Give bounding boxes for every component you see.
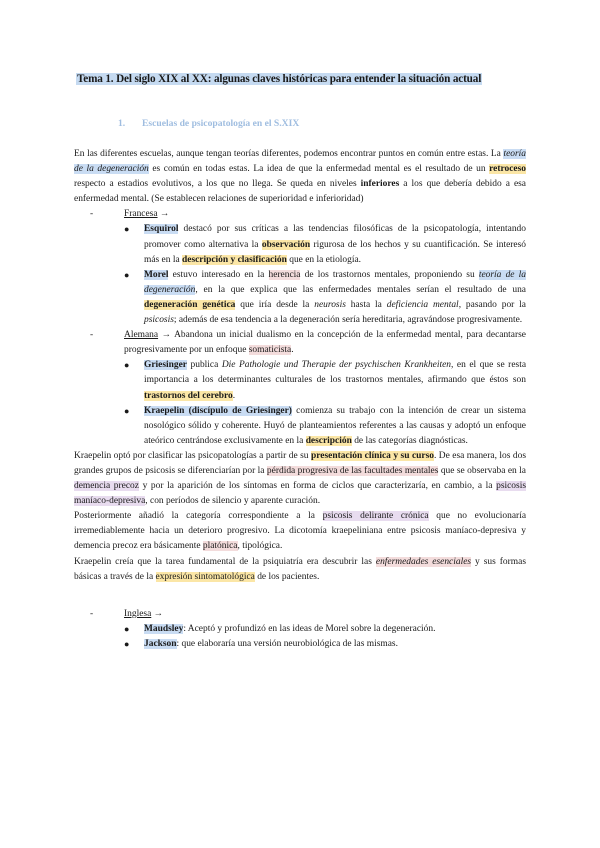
text-run: : que elaboraría una versión neurobiológica de las mismas. xyxy=(176,638,398,649)
highlight-blue: Griesinger xyxy=(144,360,187,371)
bullet-icon: ● xyxy=(124,623,130,634)
highlight-yellow: descripción xyxy=(305,435,352,446)
text-run: hasta la xyxy=(345,299,387,310)
highlight-pink: platónica xyxy=(202,541,238,552)
highlight-yellow: descripción y clasificación xyxy=(182,254,287,265)
section-heading xyxy=(118,118,299,129)
highlight-blue: teoría de la degeneración xyxy=(144,269,527,295)
text-run: : Aceptó y profundizó en las ideas de Morel sobre la degeneración. xyxy=(183,623,436,634)
spacer xyxy=(74,585,526,607)
text-run: de los trastornos mentales, proponiendo su xyxy=(300,269,479,280)
text-run: Kraepelin creía que la tarea fundamental de la psiquiatría era descubrir las xyxy=(74,556,376,567)
text-run: a los que debería debido a esa enfermedad mental. (Se establecen relaciones de superioridad e inferioridad) xyxy=(74,179,526,205)
text-run: que no evolucionaría irremediablemente hacia un deterioro progresivo. La dicotomía kraepeliniana entre psicosis maníaco-depresiva y demencia precoz era básicamente xyxy=(74,511,527,552)
page-title: Tema 1. Del siglo XIX al XX: algunas claves históricas para entender la situación actual xyxy=(77,73,482,85)
arrow-icon: → xyxy=(151,608,164,619)
text-run: que en la etiología. xyxy=(286,254,362,265)
text-run: . De esa manera, los dos grandes grupos de psicosis se diferenciarían por la xyxy=(74,450,526,476)
text-run: , en la que explica que las enfermedades mentales serían el resultado de una xyxy=(195,284,526,295)
highlight-blue: Morel xyxy=(144,269,169,280)
highlight-blue: teoría de la degeneración xyxy=(74,149,526,175)
list-item xyxy=(124,358,526,403)
document-body xyxy=(74,147,526,652)
text-run: Posteriormente añadió la categoría correspondiente a la xyxy=(74,511,323,522)
dash-marker: - xyxy=(90,330,94,341)
highlight-pink: pérdida progresiva de las facultades mentales xyxy=(266,465,439,476)
dash-marker: - xyxy=(90,608,94,619)
highlight-yellow: trastornos del cerebro xyxy=(144,390,233,401)
text-run: y por la aparición de los síntomas en forma de ciclos que caracterizaría, en cambio, a la xyxy=(138,481,497,492)
highlight-yellow: retroceso xyxy=(489,164,526,175)
bullet-icon: ● xyxy=(124,360,130,371)
dash-marker: - xyxy=(90,209,94,220)
bullet-icon: ● xyxy=(124,405,130,416)
kraepelin-paragraph-3 xyxy=(74,555,526,585)
highlight-blue: Maudsley xyxy=(144,623,184,634)
section-number: 1. xyxy=(118,118,126,129)
highlight-blue: Kraepelin (discípulo de Griesinger) xyxy=(144,405,292,416)
text-run: En las diferentes escuelas, aunque tengan teorías diferentes, podemos encontrar puntos en común entre estas. La xyxy=(74,149,504,159)
text-run: , tipológica. xyxy=(237,541,283,552)
school-inglesa xyxy=(74,607,526,622)
list-item xyxy=(124,622,526,637)
highlight-yellow: expresión sintomatológica xyxy=(155,571,255,582)
highlight-blue: Jackson xyxy=(144,638,177,649)
text-run: comienza su trabajo con la intención de crear un sistema nosológico sólido y coherente. Huyó de planteamientos referentes a las causas y adoptó un enfoque ateórico centrándose exclusivamente en la xyxy=(144,405,526,446)
bold-term: inferiores xyxy=(360,179,400,190)
highlight-yellow: degeneración genética xyxy=(144,299,236,310)
text-run: y sus formas básicas a través de la xyxy=(74,556,527,582)
school-alemana xyxy=(74,328,526,358)
text-run: , con períodos de silencio y aparente curación. xyxy=(145,496,321,507)
highlight-purple: psicosis maníaco-depresiva xyxy=(74,481,526,507)
kraepelin-paragraph-2 xyxy=(74,509,526,554)
bullet-icon: ● xyxy=(124,269,130,280)
text-run: destacó por sus críticas a las tendencias filosóficas de la psicopatología, intentando promover como alternativa la xyxy=(144,224,526,250)
highlight-yellow: presentación clínica y su curso xyxy=(311,450,434,461)
highlight-pink: enfermedades esenciales xyxy=(375,556,472,567)
alemana-list xyxy=(74,358,526,449)
text-run: → Abandona un inicial dualismo en la concepción de la enfermedad mental, para decantarse progresivamente por un enfoque xyxy=(124,330,526,356)
inglesa-list xyxy=(74,622,526,652)
highlight-yellow: observación xyxy=(261,239,311,250)
text-run: , en el que se resta importancia a los determinantes culturales de los trastornos mentales, afirmando que éstos son xyxy=(144,360,527,386)
arrow-icon: → xyxy=(157,209,170,220)
text-run: respecto a estadios evolutivos, a los que no llega. Se queda en niveles xyxy=(74,179,361,190)
text-run: de las categorías diagnósticas. xyxy=(351,435,468,446)
list-item xyxy=(124,404,526,449)
bullet-icon: ● xyxy=(124,224,130,235)
list-item xyxy=(124,637,526,652)
italic-term: neurosis xyxy=(314,299,346,310)
intro-paragraph xyxy=(74,147,526,207)
highlight-pink: herencia xyxy=(268,269,301,280)
school-label: Francesa xyxy=(124,209,158,220)
highlight-purple: demencia precoz xyxy=(74,481,139,492)
school-label: Inglesa xyxy=(124,608,152,619)
text-run: , pasando por la xyxy=(458,299,526,310)
text-run: de los pacientes. xyxy=(254,571,320,582)
italic-term: psicosis xyxy=(144,315,174,326)
list-item xyxy=(124,268,526,328)
highlight-pink: somaticista xyxy=(248,345,292,356)
text-run: . xyxy=(232,390,236,401)
text-run: que iría desde la xyxy=(235,299,315,310)
italic-term: Die Pathologie und Therapie der psychischen Krankheiten xyxy=(221,360,452,371)
highlight-blue: Esquirol xyxy=(144,224,179,235)
text-run: rigurosa de los hechos y su cuantificación. Se interesó más en la xyxy=(144,239,526,265)
school-francesa xyxy=(74,207,526,222)
bullet-icon: ● xyxy=(124,638,130,649)
text-run: publica xyxy=(186,360,222,371)
text-run: ; además de esa tendencia a la degeneración sería hereditaria, agravándose progresivamente. xyxy=(173,315,523,326)
list-item xyxy=(124,222,526,267)
text-run: que se observaba en la xyxy=(438,465,526,476)
highlight-purple: psicosis delirante crónica xyxy=(322,511,429,522)
text-run: es común en todas estas. La idea de que la enfermedad mental es el resultado de un xyxy=(148,164,490,175)
text-run: . xyxy=(291,345,294,356)
text-run: Kraepelin optó por clasificar las psicopatologías a partir de su xyxy=(74,450,311,461)
kraepelin-paragraph-1 xyxy=(74,449,526,509)
section-label: Escuelas de psicopatología en el S.XIX xyxy=(142,118,300,129)
text-run: estuvo interesado en la xyxy=(168,269,269,280)
francesa-list xyxy=(74,222,526,328)
school-label: Alemana xyxy=(124,330,159,341)
italic-term: deficiencia mental xyxy=(386,299,459,310)
